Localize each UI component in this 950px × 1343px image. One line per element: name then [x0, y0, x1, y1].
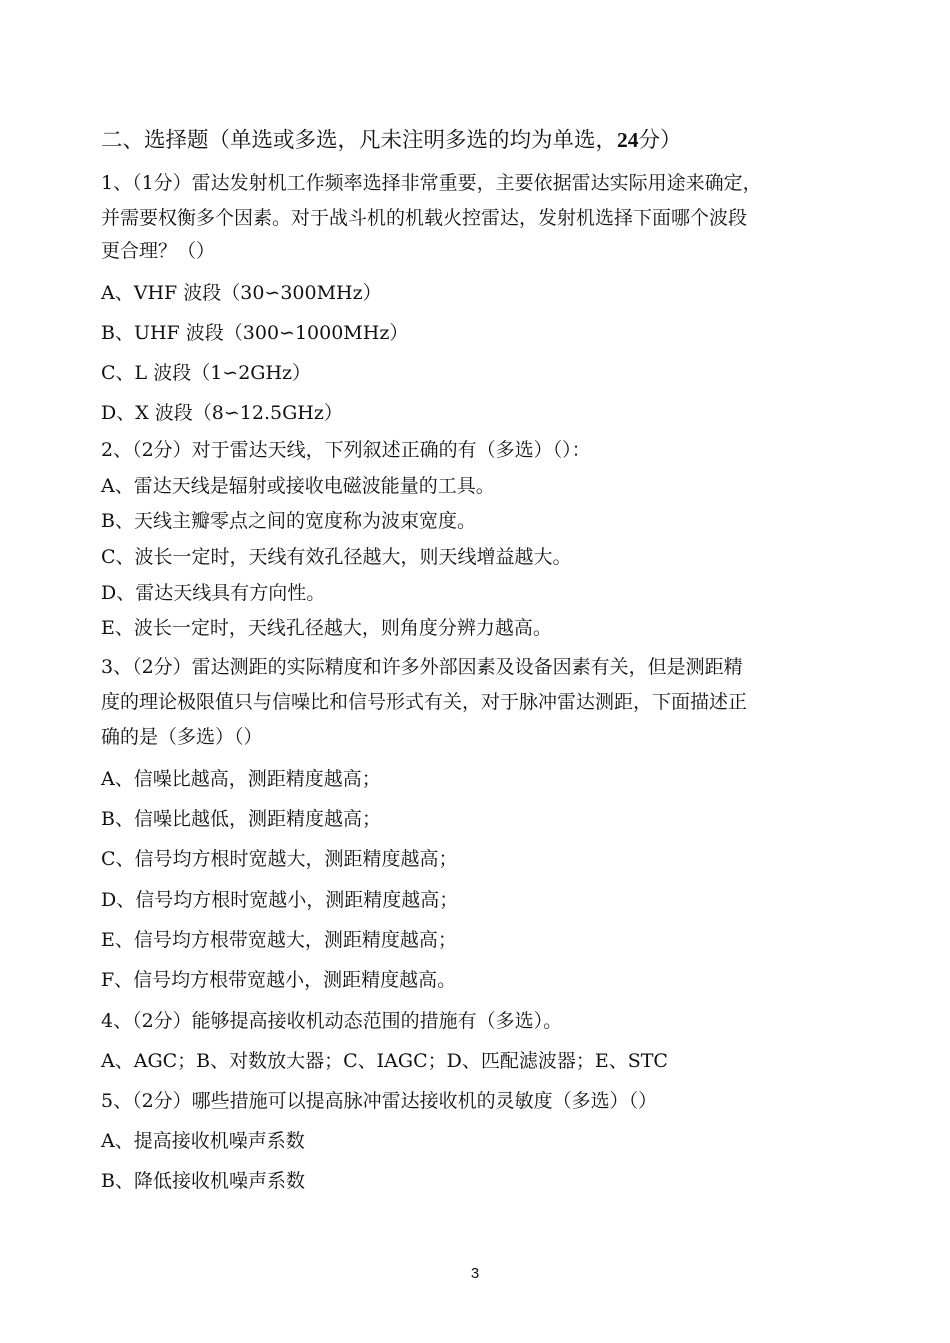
question-2-option-b: B、天线主瓣零点之间的宽度称为波束宽度。 [101, 510, 476, 532]
question-1-option-a: A、VHF 波段（30∽300MHz） [101, 282, 382, 304]
heading-suffix: 分） [638, 128, 682, 153]
question-1-line-2: 并需要权衡多个因素。对于战斗机的机载火控雷达，发射机选择下面哪个波段 [101, 207, 748, 229]
question-3-option-a: A、信噪比越高，测距精度越高； [101, 768, 381, 790]
question-1-option-d: D、X 波段（8∽12.5GHz） [101, 402, 343, 424]
question-2-option-d: D、雷达天线具有方向性。 [101, 582, 326, 604]
question-4-stem: 4、（2分）能够提高接收机动态范围的措施有（多选）。 [101, 1010, 563, 1032]
question-3-option-f: F、信号均方根带宽越小，测距精度越高。 [101, 969, 457, 991]
question-1-line-1: 1、（1分）雷达发射机工作频率选择非常重要，主要依据雷达实际用途来确定， [101, 172, 762, 194]
question-3-option-d: D、信号均方根时宽越小，测距精度越高； [101, 889, 459, 911]
question-1-line-3: 更合理？（） [101, 240, 216, 262]
question-5-stem: 5、（2分）哪些措施可以提高脉冲雷达接收机的灵敏度（多选）（） [101, 1090, 658, 1112]
question-2-option-e: E、波长一定时，天线孔径越大，则角度分辨力越高。 [101, 617, 552, 639]
question-2-stem: 2、（2分）对于雷达天线，下列叙述正确的有（多选）（）： [101, 439, 591, 461]
question-1-option-b: B、UHF 波段（300∽1000MHz） [101, 322, 409, 344]
question-3-line-3: 确的是（多选）（） [101, 726, 263, 748]
question-3-line-1: 3、（2分）雷达测距的实际精度和许多外部因素及设备因素有关，但是测距精 [101, 656, 743, 678]
question-3-line-2: 度的理论极限值只与信噪比和信号形式有关，对于脉冲雷达测距，下面描述正 [101, 691, 748, 713]
question-3-option-e: E、信号均方根带宽越大，测距精度越高； [101, 929, 457, 951]
question-5-option-a: A、提高接收机噪声系数 [101, 1130, 305, 1152]
question-2-option-c: C、波长一定时，天线有效孔径越大，则天线增益越大。 [101, 546, 572, 568]
heading-points: 24 [617, 128, 639, 152]
question-5-option-b: B、降低接收机噪声系数 [101, 1170, 305, 1192]
question-1-option-c: C、L 波段（1∽2GHz） [101, 362, 312, 384]
section-heading [101, 128, 682, 153]
question-2-option-a: A、雷达天线是辐射或接收电磁波能量的工具。 [101, 475, 495, 497]
question-3-option-c: C、信号均方根时宽越大，测距精度越高； [101, 848, 458, 870]
heading-prefix: 二、选择题（单选或多选，凡未注明多选的均为单选， [101, 128, 618, 153]
question-4-options: A、AGC；B、对数放大器；C、IAGC；D、匹配滤波器；E、STC [101, 1050, 668, 1072]
question-3-option-b: B、信噪比越低，测距精度越高； [101, 808, 381, 830]
page-number: 3 [470, 1265, 480, 1282]
